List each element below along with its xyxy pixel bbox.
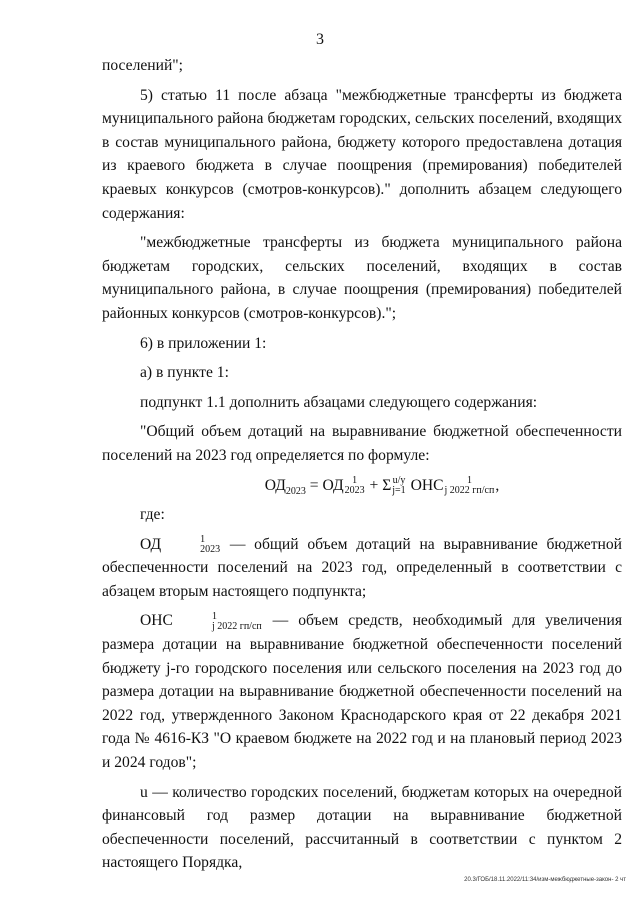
def-onc-term: ОНС [140, 612, 173, 630]
def-od-index [162, 535, 220, 555]
def-od-sup: 1 [200, 534, 206, 546]
formula-onc-sub: j 2022 гп/сп [444, 484, 495, 496]
paragraph-item-6: 6) в приложении 1: [140, 334, 267, 352]
formula-od: ОД [264, 476, 286, 494]
formula-sigma: Σ [382, 476, 392, 494]
paragraph-subitem: подпункт 1.1 дополнить абзацами следующего содержания: [140, 393, 538, 411]
paragraph-formula-intro: "Общий объем дотаций на выравнивание бюджетной обеспеченности поселений на 2023 год определяется по формуле: [102, 423, 622, 464]
formula-od1-sup: 1 [352, 474, 358, 486]
paragraph-item-a: а) в пункте 1: [140, 364, 229, 382]
formula-sigma-sub: j=1 [392, 484, 406, 496]
formula-od1-sub: 2023 [344, 484, 365, 496]
formula-onc-sup: 1 [466, 474, 472, 486]
def-od-term: ОД [140, 535, 162, 553]
formula-sigma-sup: u/y [392, 474, 406, 486]
definition-od [102, 533, 622, 604]
footer-code: 20.3/ГОБ/18.11.2022/11:34/изм-межбюджетные-закон- 2 чт [464, 877, 626, 883]
paragraph-continuation: поселений"; [102, 57, 183, 74]
def-onc-sup: 1 [211, 610, 217, 622]
document-body [102, 54, 622, 875]
def-od-text: — общий объем дотаций на выравнивание бюджетной обеспеченности поселений на 2023 год, определенный в соответствии с абзацем вторым настоящего подпункта; [102, 535, 622, 600]
formula-od1: ОД [322, 476, 344, 494]
formula-comma: , [495, 476, 500, 494]
formula-onc: ОНС [410, 476, 444, 494]
def-onc-text: — объем средств, необходимый для увеличения размера дотации на выравнивание бюджетной обеспеченности поселений бюджету j-го городского поселения или сельского поселения на 2023 год до размера дотации на выравнивание бюджетной обеспеченности поселений на 2022 год, утвержденного Законом Краснодарского края от 22 декабря 2021 года № 4616-КЗ "О краевом бюджете на 2022 год и на плановый период 2023 и 2024 годов"; [102, 612, 622, 772]
definition-onc [102, 609, 622, 774]
formula [142, 474, 622, 498]
formula-eq: = [305, 476, 323, 494]
def-od-sub: 2023 [200, 544, 221, 556]
formula-onc-index [445, 476, 495, 496]
formula-plus: + [365, 476, 383, 494]
formula-sigma-limits [392, 476, 405, 496]
paragraph-quote: "межбюджетные трансферты из бюджета муниципального района бюджетам городских, сельских поселений, входящих в состав муниципального района, в случае поощрения (премирования) победителей районных конкурсов (смотров-конкурсов)."; [102, 234, 622, 322]
def-onc-sub: j 2022 гп/сп [211, 620, 262, 632]
paragraph-item-5: 5) статью 11 после абзаца "межбюджетные трансферты из бюджета муниципального района бюджетам городских, сельских поселений, входящих в состав муниципального района, бюджету которого предоставлена дотация из краевого бюджета в случае поощрения (премирования) победителей краевых конкурсов (смотров-конкурсов)." дополнить абзацем следующего содержания: [102, 86, 622, 222]
def-onc-index [174, 612, 262, 632]
formula-od1-index [345, 476, 365, 496]
paragraph-where: где: [140, 506, 165, 524]
definition-u: u — количество городских поселений, бюджетам которых на очередной финансовый год размер дотации на выравнивание бюджетной обеспеченности поселений, рассчитанный в соответствии с пунктом 2 настоящего Порядка, [102, 783, 622, 872]
formula-od-sub: 2023 [285, 485, 306, 497]
page-number: 3 [316, 31, 324, 48]
